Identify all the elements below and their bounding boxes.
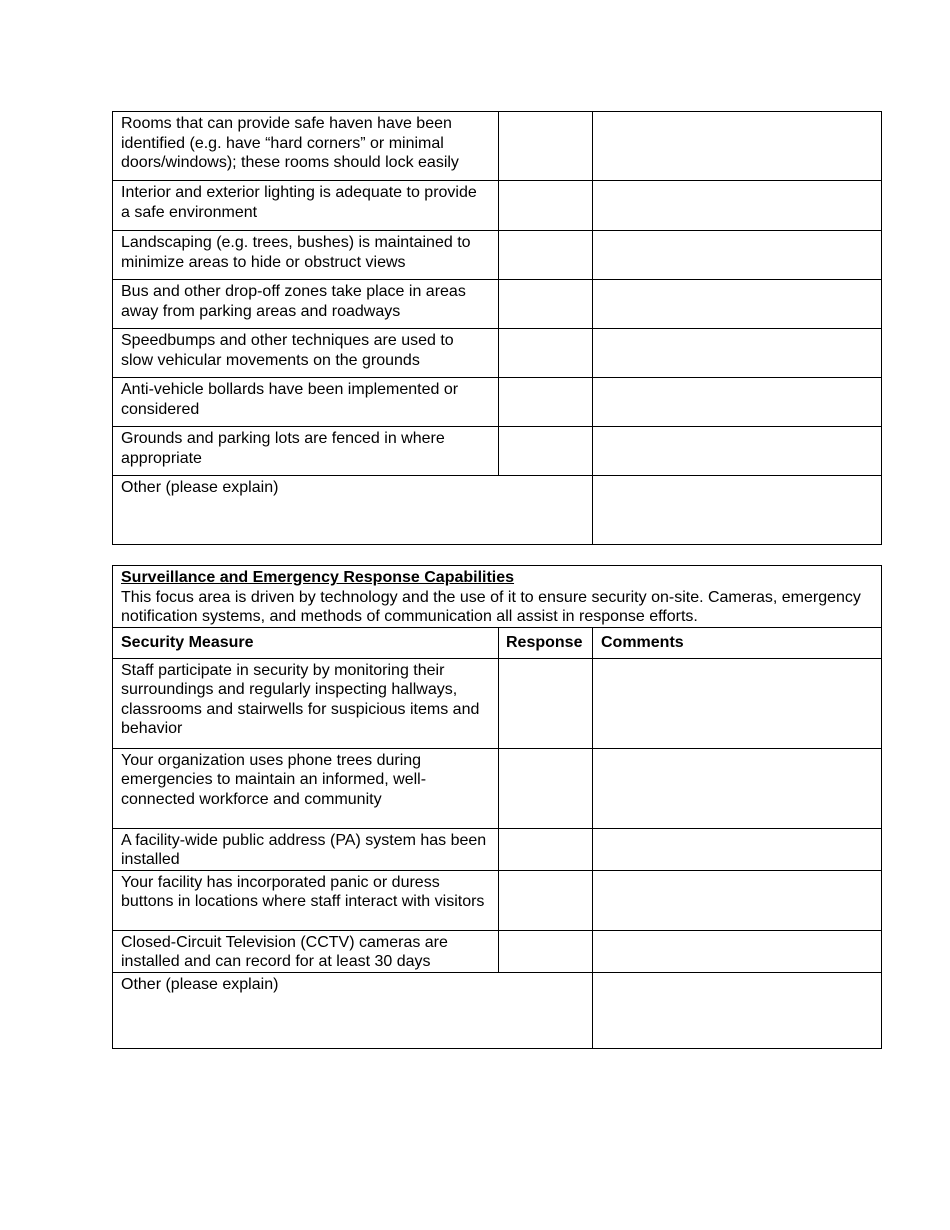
other-row	[113, 972, 882, 1048]
assessment-table-continued	[112, 111, 882, 545]
section-header-cell	[113, 566, 882, 628]
table-row	[113, 280, 882, 329]
comments-cell[interactable]	[593, 231, 882, 280]
comments-cell[interactable]	[593, 280, 882, 329]
comments-cell[interactable]	[593, 748, 882, 828]
other-comments-cell[interactable]	[593, 972, 882, 1048]
table-row	[113, 658, 882, 748]
table-row	[113, 112, 882, 181]
comments-cell[interactable]	[593, 329, 882, 378]
other-row	[113, 476, 882, 545]
measure-cell: Your organization uses phone trees during emergencies to maintain an informed, well-connected workforce and community	[113, 748, 499, 828]
other-comments-cell[interactable]	[593, 476, 882, 545]
table-row	[113, 378, 882, 427]
measure-cell: Interior and exterior lighting is adequate to provide a safe environment	[113, 181, 499, 231]
measure-cell: Closed-Circuit Television (CCTV) cameras are installed and can record for at least 30 days	[113, 930, 499, 972]
column-header-row	[113, 627, 882, 658]
column-header-measure: Security Measure	[113, 627, 499, 658]
table-row	[113, 930, 882, 972]
response-cell[interactable]	[499, 181, 593, 231]
measure-cell: Anti-vehicle bollards have been implemented or considered	[113, 378, 499, 427]
response-cell[interactable]	[499, 828, 593, 870]
measure-cell: Grounds and parking lots are fenced in where appropriate	[113, 427, 499, 476]
comments-cell[interactable]	[593, 930, 882, 972]
section-header-row	[113, 566, 882, 628]
table-row	[113, 329, 882, 378]
measure-cell: Staff participate in security by monitoring their surroundings and regularly inspecting hallways, classrooms and stairwells for suspicious items and behavior	[113, 658, 499, 748]
response-cell[interactable]	[499, 427, 593, 476]
column-header-response: Response	[499, 627, 593, 658]
comments-cell[interactable]	[593, 658, 882, 748]
response-cell[interactable]	[499, 748, 593, 828]
response-cell[interactable]	[499, 658, 593, 748]
response-cell[interactable]	[499, 870, 593, 930]
column-header-comments: Comments	[593, 627, 882, 658]
response-cell[interactable]	[499, 930, 593, 972]
section-title: Surveillance and Emergency Response Capabilities	[121, 569, 515, 586]
table-row	[113, 828, 882, 870]
measure-cell: Rooms that can provide safe haven have been identified (e.g. have “hard corners” or minimal doors/windows); these rooms should lock easily	[113, 112, 499, 181]
comments-cell[interactable]	[593, 828, 882, 870]
response-cell[interactable]	[499, 280, 593, 329]
comments-cell[interactable]	[593, 427, 882, 476]
table-row	[113, 231, 882, 280]
measure-cell: Landscaping (e.g. trees, bushes) is maintained to minimize areas to hide or obstruct views	[113, 231, 499, 280]
table-row	[113, 748, 882, 828]
surveillance-table	[112, 565, 882, 1049]
comments-cell[interactable]	[593, 181, 882, 231]
comments-cell[interactable]	[593, 378, 882, 427]
measure-cell: Bus and other drop-off zones take place in areas away from parking areas and roadways	[113, 280, 499, 329]
measure-cell: Your facility has incorporated panic or duress buttons in locations where staff interact with visitors	[113, 870, 499, 930]
table-row	[113, 870, 882, 930]
comments-cell[interactable]	[593, 870, 882, 930]
response-cell[interactable]	[499, 329, 593, 378]
section-description: This focus area is driven by technology and the use of it to ensure security on-site. Cameras, emergency notification systems, and methods of communication all assist in response efforts.	[121, 588, 861, 625]
measure-cell: Speedbumps and other techniques are used to slow vehicular movements on the grounds	[113, 329, 499, 378]
table-row	[113, 427, 882, 476]
other-label[interactable]: Other (please explain)	[113, 972, 593, 1048]
other-label[interactable]: Other (please explain)	[113, 476, 593, 545]
response-cell[interactable]	[499, 112, 593, 181]
response-cell[interactable]	[499, 231, 593, 280]
response-cell[interactable]	[499, 378, 593, 427]
table-row	[113, 181, 882, 231]
measure-cell: A facility-wide public address (PA) system has been installed	[113, 828, 499, 870]
comments-cell[interactable]	[593, 112, 882, 181]
